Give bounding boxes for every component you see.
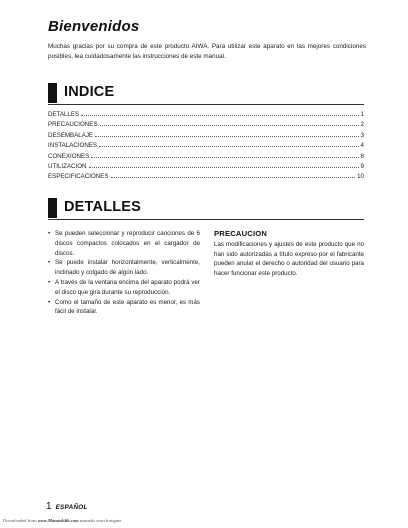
section-title: INDICE: [64, 84, 115, 100]
page-number: 1: [46, 501, 52, 512]
caution-box: [214, 229, 364, 279]
feature-text: Se puede instalar horizontalmente, verticalmente, inclinado y colgado de algún lado.: [55, 259, 200, 277]
toc-leader-dots: [89, 163, 359, 168]
toc-leader-dots: [95, 132, 359, 137]
section-header-detalles: [48, 198, 364, 220]
feature-text: A través de la ventana encima del aparato podrá ver el disco que gira durante su reproducción.: [55, 278, 200, 296]
toc-entry[interactable]: [48, 153, 364, 163]
feature-text: Se pueden seleccionar y reproducir canciones de 6 discos compactos colocados en el cargador de discos.: [55, 230, 200, 257]
toc-entry-label: DETALLES: [48, 111, 80, 118]
page-title: Bienvenidos: [48, 18, 140, 35]
toc-leader-dots: [81, 111, 358, 116]
toc-entry[interactable]: [48, 132, 364, 142]
toc-leader-dots: [99, 142, 358, 147]
caution-body: Las modificaciones y ajustes de este producto que no han sido autorizadas a título expreso por el fabricante pueden anular el derecho o autoridad del usuario para hacer funcionar este producto.: [214, 240, 364, 278]
bullet-icon: •: [48, 298, 51, 306]
language-label: ESPAÑOL: [55, 504, 88, 511]
table-of-contents: [48, 111, 364, 184]
toc-entry-label: CONEXIONES: [48, 152, 90, 160]
toc-entry-page: 2: [360, 121, 364, 129]
toc-entry[interactable]: [48, 173, 364, 183]
section-marker: [48, 83, 57, 103]
bullet-icon: •: [48, 278, 51, 286]
watermark-link[interactable]: www.Manualslib.com: [37, 518, 79, 523]
toc-entry-page: 3: [360, 131, 364, 139]
feature-text: Como el tamaño de este aparato es menor, es más fácil de instalar.: [55, 298, 200, 316]
feature-item: [48, 229, 200, 258]
page-footer: [46, 501, 88, 512]
toc-entry[interactable]: [48, 142, 364, 152]
toc-entry[interactable]: [48, 121, 364, 131]
caution-heading: PRECAUCION: [214, 229, 268, 238]
toc-entry-page: 9: [360, 162, 364, 170]
feature-item: [48, 278, 200, 298]
download-watermark: [3, 518, 121, 523]
toc-entry-page: 8: [360, 152, 364, 160]
feature-item: [48, 258, 200, 278]
toc-entry-page: 10: [357, 173, 364, 181]
toc-entry-page: 4: [360, 142, 364, 150]
watermark-suffix: manuals search engine: [79, 518, 122, 523]
section-marker: [48, 198, 57, 218]
toc-leader-dots: [100, 121, 359, 126]
section-header-indice: [48, 83, 364, 105]
section-title: DETALLES: [64, 199, 142, 215]
toc-entry[interactable]: [48, 163, 364, 173]
toc-leader-dots: [111, 173, 356, 178]
toc-entry-page: 1: [360, 111, 364, 118]
intro-paragraph: Muchas gracias por su compra de este producto AIWA. Para utilizar este aparato en las mejores condiciones posibles, lea cuidadosamente las instrucciones de este manual.: [48, 43, 366, 60]
section-rule: [48, 104, 364, 105]
feature-item: [48, 298, 200, 318]
bullet-icon: •: [48, 259, 51, 267]
watermark-prefix: Downloaded from: [3, 518, 37, 523]
toc-entry[interactable]: [48, 111, 364, 121]
toc-entry-label: INSTALACIONES: [48, 142, 98, 150]
toc-entry-label: DESEMBALAJE: [48, 131, 94, 139]
toc-leader-dots: [91, 153, 358, 158]
toc-entry-label: PRECAUCIONES: [48, 121, 98, 129]
toc-entry-label: ESPECIFICACIONES: [48, 173, 109, 181]
toc-entry-label: UTILIZACION: [48, 162, 87, 170]
features-list: [48, 229, 200, 317]
bullet-icon: •: [48, 230, 51, 237]
section-rule: [48, 219, 364, 220]
